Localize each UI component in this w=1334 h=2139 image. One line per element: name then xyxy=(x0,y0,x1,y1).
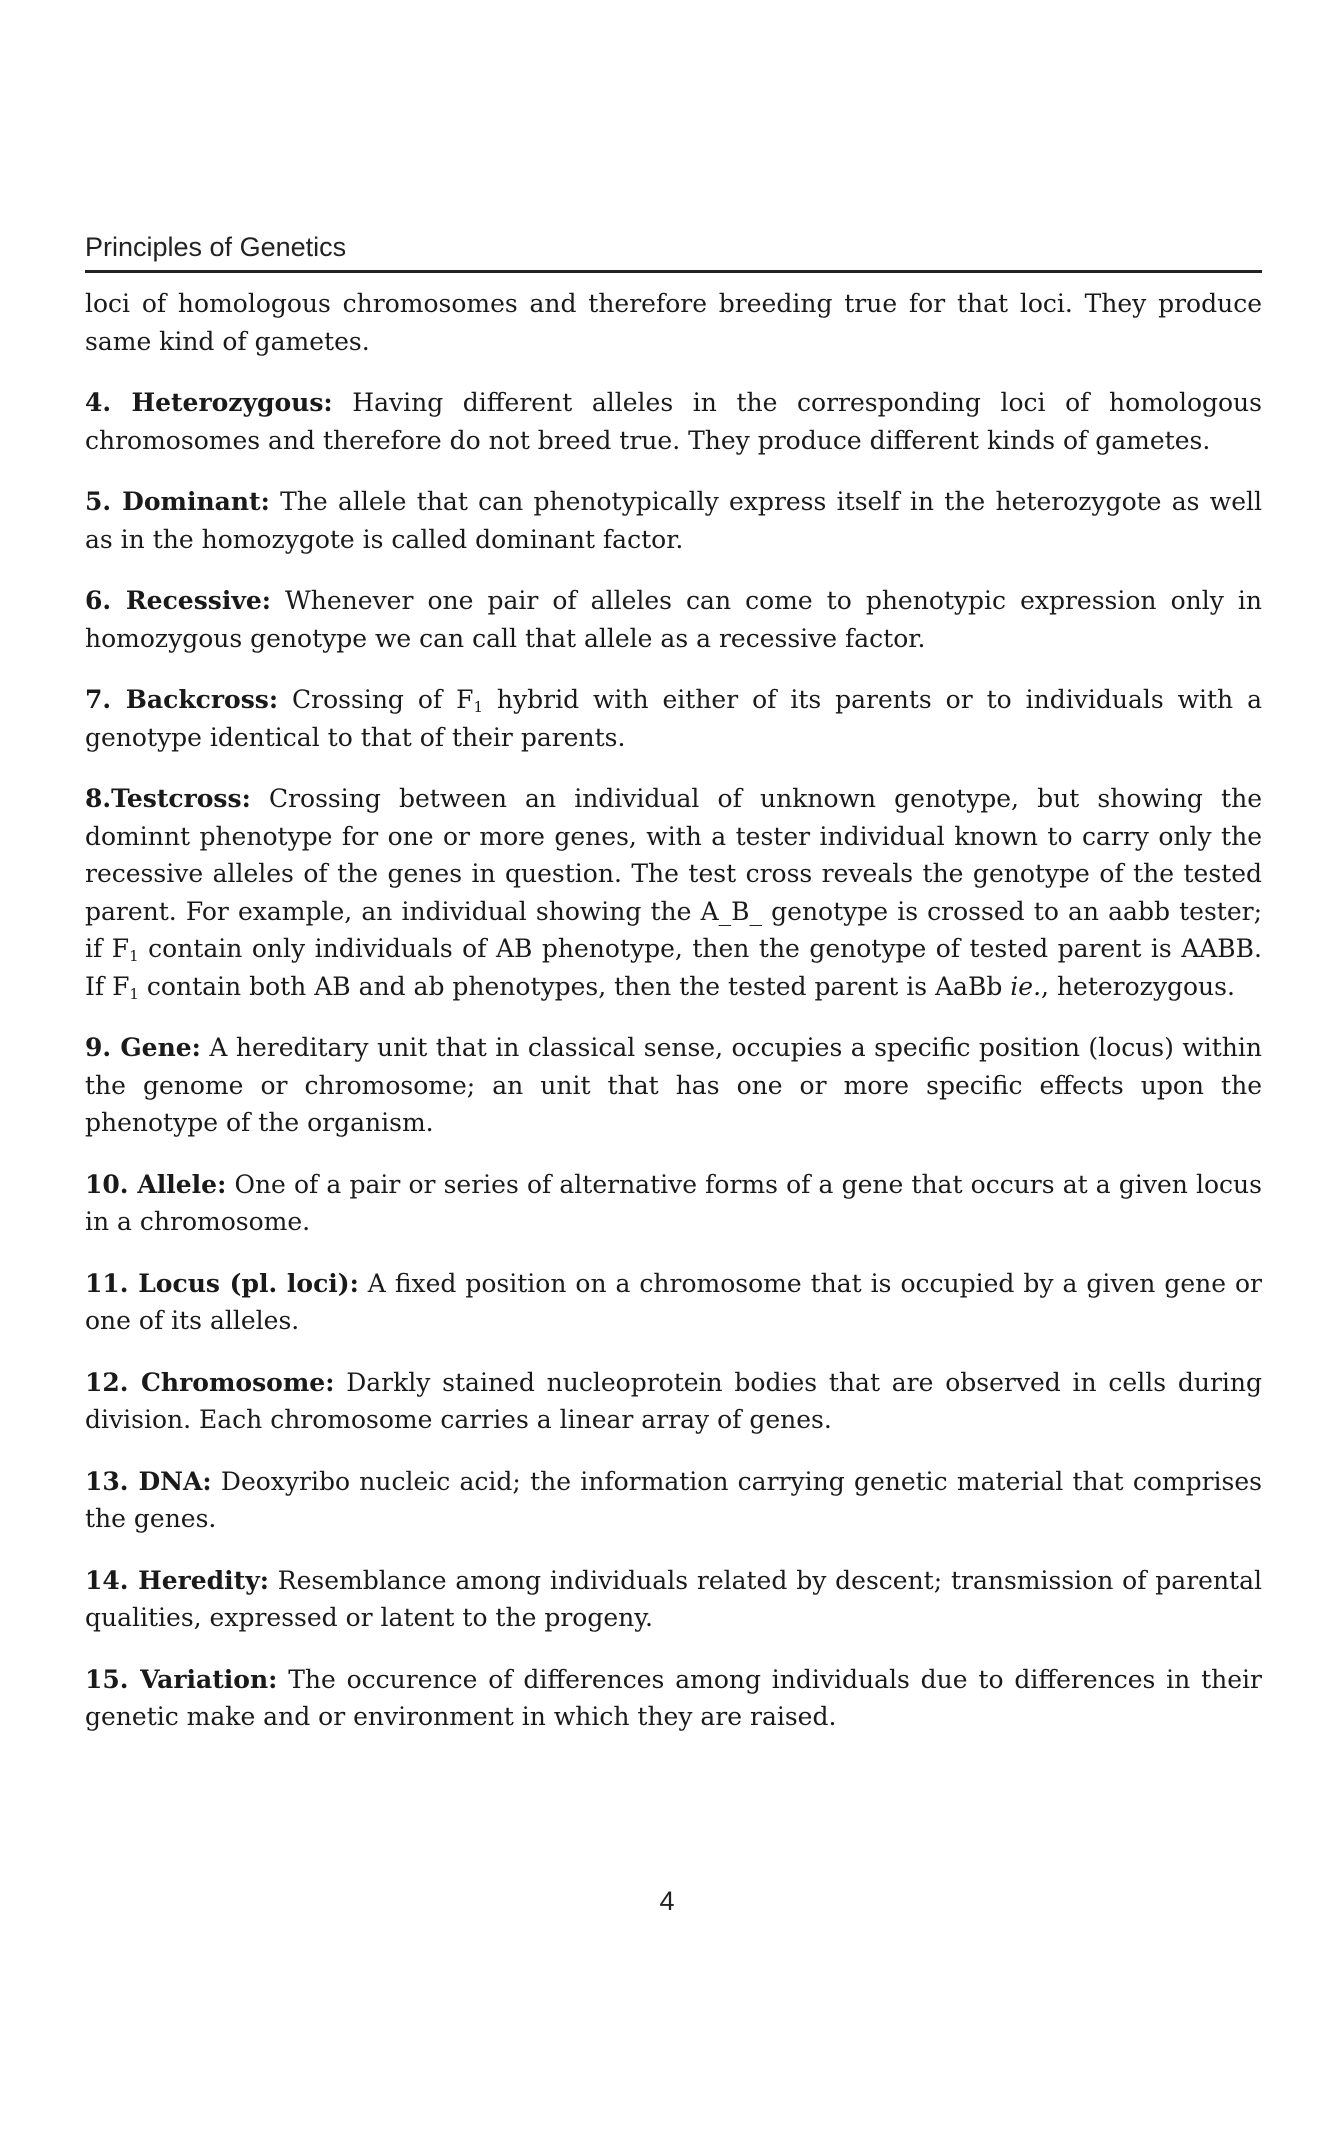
definition-text: , heterozygous. xyxy=(1041,971,1235,1001)
definition-locus xyxy=(85,1265,1262,1340)
continuation-paragraph: loci of homologous chromosomes and therefore breeding true for that loci. They produce same kind of gametes. xyxy=(85,289,1262,356)
definition-text: hybrid with either of its parents or to individuals with a genotype identical to that of their parents. xyxy=(85,685,1262,752)
running-header: Principles of Genetics xyxy=(85,230,1262,273)
italic-abbreviation: ie. xyxy=(1010,971,1042,1001)
definition-term: 11. Locus (pl. loci): xyxy=(85,1268,359,1298)
definition-backcross xyxy=(85,681,1262,756)
definition-text: The occurence of differences among individuals due to differences in their genetic make and or environment in which they are raised. xyxy=(85,1664,1262,1731)
definition-term: 6. Recessive: xyxy=(85,586,272,615)
subscript: 1 xyxy=(129,984,139,1003)
subscript: 1 xyxy=(473,698,483,716)
definition-text: Crossing of F xyxy=(278,685,474,714)
definition-text: Whenever one pair of alleles can come to phenotypic expression only in homozygous genotype we can call that allele as a recessive factor. xyxy=(85,586,1262,653)
page-body xyxy=(85,285,1262,1736)
definition-text: Resemblance among individuals related by descent; transmission of parental qualities, expressed or latent to the progeny. xyxy=(85,1565,1262,1632)
page-number: 4 xyxy=(659,1886,675,1916)
definition-testcross xyxy=(85,780,1262,1005)
definition-term: 10. Allele: xyxy=(85,1169,227,1199)
definition-dominant xyxy=(85,483,1262,558)
definition-text: A hereditary unit that in classical sense, occupies a specific position (locus) within the genome or chromosome; an unit that has one or more specific effects upon the phenotype of the organism. xyxy=(85,1033,1262,1137)
definition-text: Crossing between an individual of unknown genotype, but showing the dominnt phenotype for one or more genes, with a tester individual known to carry only the recessive alleles of the genes in question. The test cross reveals the genotype of the tested parent. For example, an individual showing the A_B_ genotype is crossed to an aabb tester; if F xyxy=(85,784,1262,963)
definition-text: One of a pair or series of alternative forms of a gene that occurs at a given locus in a chromosome. xyxy=(85,1169,1262,1236)
definition-gene xyxy=(85,1029,1262,1142)
definition-text: A fixed position on a chromosome that is occupied by a given gene or one of its alleles. xyxy=(85,1268,1262,1335)
definition-term: 14. Heredity: xyxy=(85,1565,269,1595)
definition-text: The allele that can phenotypically express itself in the heterozygote as well as in the homozygote is called dominant factor. xyxy=(85,487,1262,554)
definition-term: 8.Testcross: xyxy=(85,784,251,813)
page xyxy=(85,230,1262,1760)
definition-term: 15. Variation: xyxy=(85,1664,278,1694)
definition-term: 12. Chromosome: xyxy=(85,1367,335,1397)
definition-variation xyxy=(85,1661,1262,1736)
definition-text: Having different alleles in the corresponding loci of homologous chromosomes and therefore do not breed true. They produce different kinds of gametes. xyxy=(85,388,1262,455)
definition-text: contain both AB and ab phenotypes, then the tested parent is AaBb xyxy=(138,971,1011,1001)
definition-term: 9. Gene: xyxy=(85,1033,201,1062)
subscript: 1 xyxy=(129,947,139,965)
definition-term: 5. Dominant: xyxy=(85,487,270,516)
definition-chromosome xyxy=(85,1364,1262,1439)
definition-term: 7. Backcross: xyxy=(85,685,279,714)
definition-term: 13. DNA: xyxy=(85,1466,212,1496)
definition-text: contain only individuals of AB phenotype, then the genotype of tested parent is AABB. If F xyxy=(85,934,1262,1001)
definition-text: Deoxyribo nucleic acid; the information carrying genetic material that comprises the genes. xyxy=(85,1466,1262,1533)
definition-recessive xyxy=(85,582,1262,657)
definition-heterozygous xyxy=(85,384,1262,459)
definition-heredity xyxy=(85,1562,1262,1637)
definition-text: Darkly stained nucleoprotein bodies that are observed in cells during division. Each chromosome carries a linear array of genes. xyxy=(85,1367,1262,1434)
definition-allele xyxy=(85,1166,1262,1241)
definition-dna xyxy=(85,1463,1262,1538)
definition-term: 4. Heterozygous: xyxy=(85,388,333,417)
